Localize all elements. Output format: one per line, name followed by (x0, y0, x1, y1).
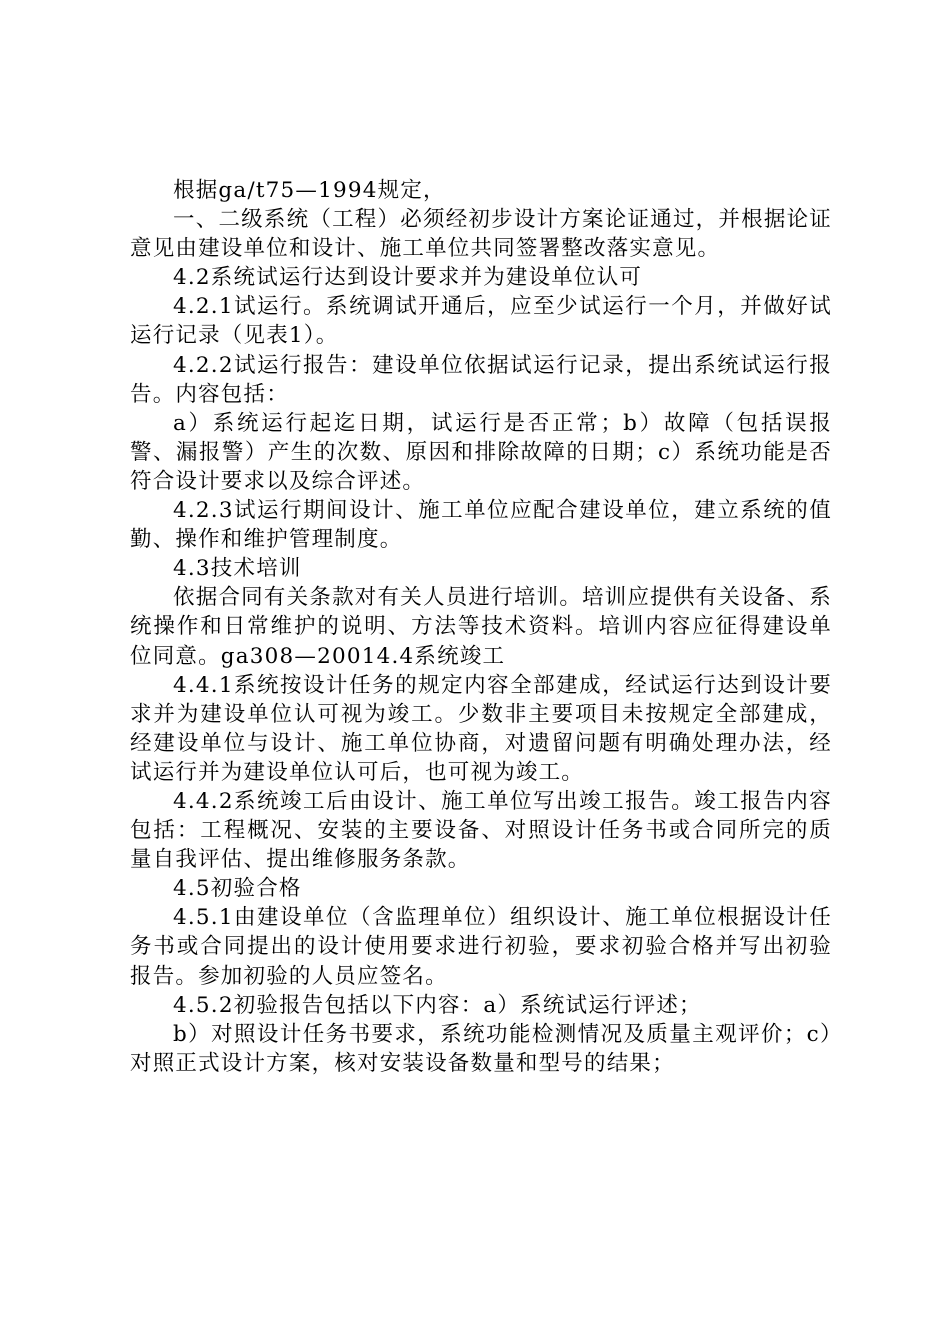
paragraph-4-2-2: 4.2.2试运行报告：建设单位依据试运行记录，提出系统试运行报告。内容包括： (130, 352, 832, 407)
heading-4-3: 4.3技术培训 (173, 556, 302, 582)
paragraph-4-2-1: 4.2.1试运行。系统调试开通后，应至少试运行一个月，并做好试运行记录（见表1）。 (130, 294, 832, 349)
paragraph-4-5-2: 4.5.2初验报告包括以下内容：a）系统试运行评述； (173, 992, 702, 1018)
document-body (130, 176, 832, 1078)
paragraph-design-review: 一、二级系统（工程）必须经初步设计方案论证通过，并根据论证意见由建设单位和设计、施工单位共同签署整改落实意见。 (130, 207, 832, 262)
paragraph-4-4-1: 4.4.1系统按设计任务的规定内容全部建成，经试运行达到设计要求并为建设单位认可视为竣工。少数非主要项目未按规定全部建成，经建设单位与设计、施工单位协商，对遗留问题有明确处理办法，经试运行并为建设单位认可后，也可视为竣工。 (130, 672, 832, 785)
paragraph-trial-contents: a）系统运行起迄日期，试运行是否正常；b）故障（包括误报警、漏报警）产生的次数、原因和排除故障的日期；c）系统功能是否符合设计要求以及综合评述。 (130, 410, 832, 494)
paragraph-training: 依据合同有关条款对有关人员进行培训。培训应提供有关设备、系统操作和日常维护的说明、方法等技术资料。培训内容应征得建设单位同意。ga308—20014.4系统竣工 (130, 585, 832, 669)
heading-4-2: 4.2系统试运行达到设计要求并为建设单位认可 (173, 265, 643, 291)
heading-4-5: 4.5初验合格 (173, 876, 302, 902)
paragraph-report-items: b）对照设计任务书要求，系统功能检测情况及质量主观评价；c）对照正式设计方案，核对安装设备数量和型号的结果； (130, 1021, 832, 1076)
paragraph-4-2-3: 4.2.3试运行期间设计、施工单位应配合建设单位，建立系统的值勤、操作和维护管理制度。 (130, 498, 832, 553)
paragraph-4-5-1: 4.5.1由建设单位（含监理单位）组织设计、施工单位根据设计任务书或合同提出的设计使用要求进行初验，要求初验合格并写出初验报告。参加初验的人员应签名。 (130, 905, 832, 989)
paragraph-4-4-2: 4.4.2系统竣工后由设计、施工单位写出竣工报告。竣工报告内容包括：工程概况、安装的主要设备、对照设计任务书或合同所完的质量自我评估、提出维修服务条款。 (130, 788, 832, 873)
paragraph-basis: 根据ga/t75—1994规定， (173, 178, 446, 203)
